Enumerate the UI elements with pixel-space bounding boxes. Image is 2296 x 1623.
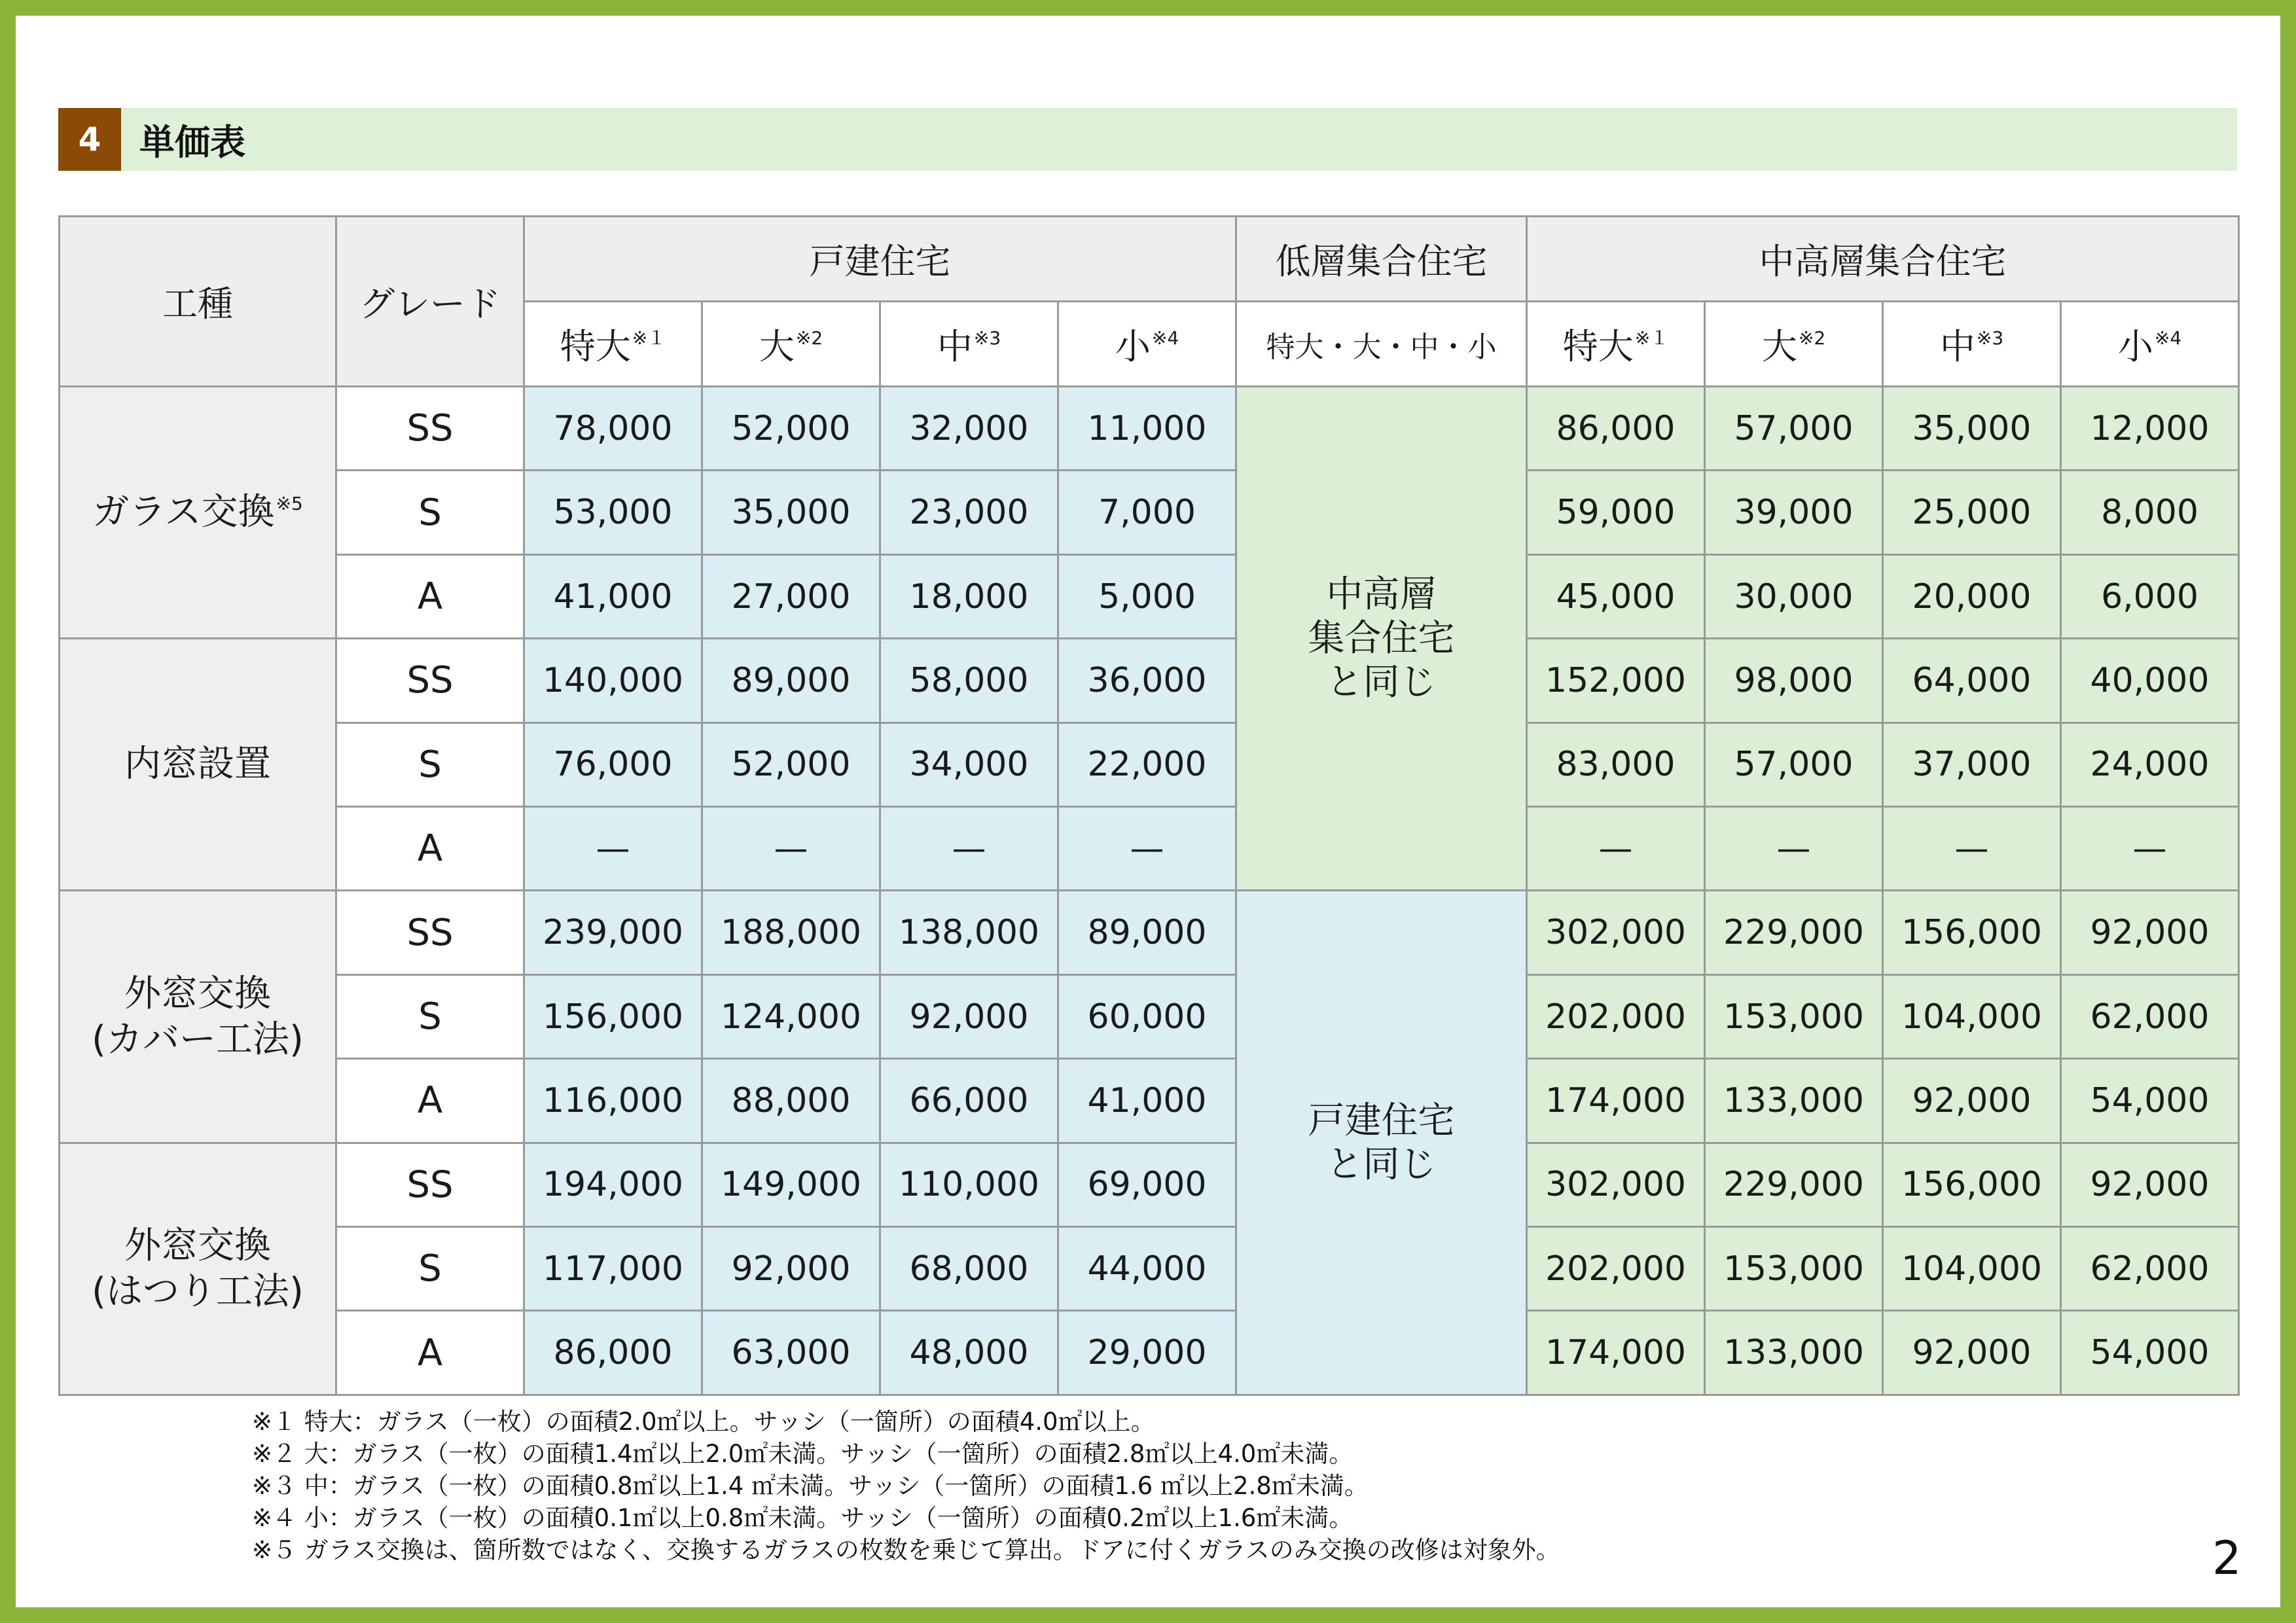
size-label: 大: [759, 326, 795, 367]
detached-price-cell: 89,000: [1058, 891, 1236, 974]
footnote-ref: ※3: [1976, 327, 2004, 349]
low-rise-all-sizes: 特大・大・中・小: [1236, 302, 1527, 387]
detached-price-cell: 52,000: [702, 722, 880, 806]
detached-price-cell: 7,000: [1058, 471, 1236, 554]
work-type-name: (はつり工法): [92, 1270, 304, 1313]
detached-price-cell: 194,000: [524, 1143, 702, 1226]
grade-cell: A: [336, 807, 524, 891]
work-type-cell: [60, 1143, 336, 1395]
mid-rise-price-cell: 202,000: [1527, 974, 1705, 1058]
detached-price-cell: 88,000: [702, 1059, 880, 1143]
work-type-name: 外窓交換: [124, 972, 271, 1015]
mid-rise-price-cell: —: [2061, 807, 2239, 891]
mid-rise-price-cell: 6,000: [2061, 554, 2239, 638]
mid-rise-size-2: [1705, 302, 1883, 387]
grade-cell: S: [336, 722, 524, 806]
detached-price-cell: 11,000: [1058, 387, 1236, 471]
size-label: 中: [1939, 326, 1975, 367]
mid-rise-price-cell: 156,000: [1883, 1143, 2061, 1226]
detached-price-cell: 63,000: [702, 1311, 880, 1395]
table-body: [60, 387, 2239, 1395]
detached-price-cell: 5,000: [1058, 554, 1236, 638]
section-title: 単価表: [139, 121, 245, 163]
low-rise-same-as-mid-rise: [1236, 387, 1527, 891]
mid-rise-price-cell: 92,000: [1883, 1311, 2061, 1395]
detached-price-cell: 52,000: [702, 387, 880, 471]
mid-rise-price-cell: 39,000: [1705, 471, 1883, 554]
footnote-ref: ※１: [632, 327, 666, 349]
footnote-line: ※２ 大：ガラス（一枚）の面積1.4㎡以上2.0㎡未満。サッシ（一箇所）の面積2.8㎡以上4.0㎡未満。: [252, 1440, 1354, 1468]
mid-rise-price-cell: 57,000: [1705, 387, 1883, 471]
table-row: [60, 722, 2239, 806]
mid-rise-price-cell: 174,000: [1527, 1059, 1705, 1143]
mid-rise-price-cell: 302,000: [1527, 1143, 1705, 1226]
detached-price-cell: 41,000: [524, 554, 702, 638]
header-detached-house: 戸建住宅: [524, 217, 1236, 302]
mid-rise-price-cell: 37,000: [1883, 722, 2061, 806]
footnote-line: ※４ 小：ガラス（一枚）の面積0.1㎡以上0.8㎡未満。サッシ（一箇所）の面積0.2㎡以上1.6㎡未満。: [252, 1504, 1354, 1532]
merged-note-line: と同じ: [1326, 661, 1437, 704]
detached-price-cell: 41,000: [1058, 1059, 1236, 1143]
detached-price-cell: 140,000: [524, 639, 702, 722]
low-rise-same-as-detached: [1236, 891, 1527, 1395]
mid-rise-price-cell: 153,000: [1705, 1227, 1883, 1311]
mid-rise-price-cell: 92,000: [1883, 1059, 2061, 1143]
footnote-ref: ※5: [276, 493, 303, 515]
mid-rise-price-cell: 92,000: [2061, 891, 2239, 974]
grade-cell: S: [336, 974, 524, 1058]
detached-price-cell: 92,000: [880, 974, 1058, 1058]
size-label: 小: [2117, 326, 2153, 367]
work-type-cell: [60, 387, 336, 639]
table-row: [60, 974, 2239, 1058]
footnote-ref: ※3: [973, 327, 1001, 349]
detached-price-cell: 124,000: [702, 974, 880, 1058]
merged-note-line: 中高層: [1326, 573, 1437, 616]
mid-rise-size-4: [2061, 302, 2239, 387]
detached-price-cell: 27,000: [702, 554, 880, 638]
mid-rise-price-cell: 133,000: [1705, 1059, 1883, 1143]
table-row: [60, 891, 2239, 974]
footnote-ref: ※2: [795, 327, 823, 349]
footnote-ref: ※2: [1798, 327, 1826, 349]
mid-rise-price-cell: 57,000: [1705, 722, 1883, 806]
detached-price-cell: —: [524, 807, 702, 891]
detached-size-1: [524, 302, 702, 387]
footnote-ref: ※4: [2154, 327, 2182, 349]
grade-cell: A: [336, 554, 524, 638]
mid-rise-price-cell: 104,000: [1883, 974, 2061, 1058]
detached-price-cell: 35,000: [702, 471, 880, 554]
mid-rise-price-cell: 83,000: [1527, 722, 1705, 806]
size-label: 中: [937, 326, 973, 367]
mid-rise-price-cell: 302,000: [1527, 891, 1705, 974]
detached-price-cell: —: [1058, 807, 1236, 891]
detached-price-cell: 86,000: [524, 1311, 702, 1395]
size-label: 特大: [1562, 326, 1634, 367]
grade-cell: SS: [336, 891, 524, 974]
detached-price-cell: —: [880, 807, 1058, 891]
mid-rise-price-cell: 92,000: [2061, 1143, 2239, 1226]
detached-price-cell: 239,000: [524, 891, 702, 974]
detached-price-cell: 188,000: [702, 891, 880, 974]
mid-rise-price-cell: 202,000: [1527, 1227, 1705, 1311]
grade-cell: S: [336, 471, 524, 554]
mid-rise-price-cell: 62,000: [2061, 1227, 2239, 1311]
size-label: 特大: [560, 326, 631, 367]
mid-rise-price-cell: 64,000: [1883, 639, 2061, 722]
section-number: 4: [58, 108, 121, 171]
mid-rise-price-cell: 20,000: [1883, 554, 2061, 638]
detached-price-cell: 138,000: [880, 891, 1058, 974]
detached-price-cell: 58,000: [880, 639, 1058, 722]
table-row: [60, 471, 2239, 554]
grade-cell: A: [336, 1059, 524, 1143]
work-type-name: 内窓設置: [124, 743, 271, 786]
mid-rise-price-cell: 54,000: [2061, 1311, 2239, 1395]
grade-cell: SS: [336, 1143, 524, 1226]
mid-rise-price-cell: 174,000: [1527, 1311, 1705, 1395]
section-header: [58, 108, 2237, 171]
footnote-ref: ※4: [1151, 327, 1179, 349]
work-type-cell: [60, 639, 336, 891]
merged-note-line: と同じ: [1326, 1143, 1437, 1186]
table-header: [60, 217, 2239, 387]
detached-price-cell: 156,000: [524, 974, 702, 1058]
detached-price-cell: 66,000: [880, 1059, 1058, 1143]
mid-rise-price-cell: 98,000: [1705, 639, 1883, 722]
detached-price-cell: 76,000: [524, 722, 702, 806]
mid-rise-price-cell: 59,000: [1527, 471, 1705, 554]
mid-rise-price-cell: 35,000: [1883, 387, 2061, 471]
mid-rise-size-3: [1883, 302, 2061, 387]
footnotes: [252, 1406, 1560, 1566]
detached-price-cell: 53,000: [524, 471, 702, 554]
footnote-line: ※３ 中：ガラス（一枚）の面積0.8㎡以上1.4 ㎡未満。サッシ（一箇所）の面積1.6 ㎡以上2.8㎡未満。: [252, 1472, 1369, 1500]
detached-price-cell: 18,000: [880, 554, 1058, 638]
mid-rise-price-cell: —: [1705, 807, 1883, 891]
header-mid-high-rise: 中高層集合住宅: [1527, 217, 2239, 302]
header-grade: グレード: [336, 217, 524, 387]
page-number: 2: [2212, 1531, 2242, 1585]
mid-rise-price-cell: 45,000: [1527, 554, 1705, 638]
detached-price-cell: 44,000: [1058, 1227, 1236, 1311]
table-row: [60, 639, 2239, 722]
detached-size-3: [880, 302, 1058, 387]
header-low-rise: 低層集合住宅: [1236, 217, 1527, 302]
detached-price-cell: 48,000: [880, 1311, 1058, 1395]
mid-rise-price-cell: 54,000: [2061, 1059, 2239, 1143]
mid-rise-price-cell: 229,000: [1705, 891, 1883, 974]
table-row: [60, 1311, 2239, 1395]
mid-rise-price-cell: 229,000: [1705, 1143, 1883, 1226]
mid-rise-price-cell: —: [1527, 807, 1705, 891]
detached-price-cell: 60,000: [1058, 974, 1236, 1058]
footnote-line: ※１ 特大：ガラス（一枚）の面積2.0㎡以上。サッシ（一箇所）の面積4.0㎡以上。: [252, 1408, 1155, 1436]
detached-size-4: [1058, 302, 1236, 387]
mid-rise-price-cell: —: [1883, 807, 2061, 891]
detached-price-cell: 89,000: [702, 639, 880, 722]
mid-rise-price-cell: 86,000: [1527, 387, 1705, 471]
detached-price-cell: 22,000: [1058, 722, 1236, 806]
mid-rise-size-1: [1527, 302, 1705, 387]
merged-note-line: 戸建住宅: [1308, 1099, 1455, 1143]
detached-price-cell: 117,000: [524, 1227, 702, 1311]
detached-price-cell: 92,000: [702, 1227, 880, 1311]
merged-note-line: 集合住宅: [1308, 617, 1455, 660]
table-row: [60, 1227, 2239, 1311]
grade-cell: A: [336, 1311, 524, 1395]
detached-size-2: [702, 302, 880, 387]
mid-rise-price-cell: 133,000: [1705, 1311, 1883, 1395]
detached-price-cell: 110,000: [880, 1143, 1058, 1226]
size-label: 小: [1115, 326, 1151, 367]
detached-price-cell: 149,000: [702, 1143, 880, 1226]
mid-rise-price-cell: 12,000: [2061, 387, 2239, 471]
mid-rise-price-cell: 156,000: [1883, 891, 2061, 974]
mid-rise-price-cell: 152,000: [1527, 639, 1705, 722]
detached-price-cell: 78,000: [524, 387, 702, 471]
detached-price-cell: 116,000: [524, 1059, 702, 1143]
unit-price-table: [58, 215, 2240, 1396]
work-type-name: ガラス交換: [92, 491, 275, 534]
table-row: [60, 807, 2239, 891]
mid-rise-price-cell: 24,000: [2061, 722, 2239, 806]
footnote-line: ※５ ガラス交換は、箇所数ではなく、交換するガラスの枚数を乗じて算出。ドアに付くガラスのみ交換の改修は対象外。: [252, 1536, 1560, 1564]
work-type-cell: [60, 891, 336, 1143]
table-row: [60, 1143, 2239, 1226]
header-work-type: 工種: [60, 217, 336, 387]
mid-rise-price-cell: 62,000: [2061, 974, 2239, 1058]
mid-rise-price-cell: 153,000: [1705, 974, 1883, 1058]
detached-price-cell: 32,000: [880, 387, 1058, 471]
mid-rise-price-cell: 30,000: [1705, 554, 1883, 638]
detached-price-cell: 23,000: [880, 471, 1058, 554]
footnote-ref: ※１: [1634, 327, 1669, 349]
detached-price-cell: 34,000: [880, 722, 1058, 806]
mid-rise-price-cell: 8,000: [2061, 471, 2239, 554]
detached-price-cell: 68,000: [880, 1227, 1058, 1311]
table-row: [60, 554, 2239, 638]
table-row: [60, 1059, 2239, 1143]
detached-price-cell: 36,000: [1058, 639, 1236, 722]
mid-rise-price-cell: 104,000: [1883, 1227, 2061, 1311]
grade-cell: SS: [336, 639, 524, 722]
detached-price-cell: —: [702, 807, 880, 891]
grade-cell: S: [336, 1227, 524, 1311]
detached-price-cell: 29,000: [1058, 1311, 1236, 1395]
grade-cell: SS: [336, 387, 524, 471]
work-type-name: (カバー工法): [92, 1018, 304, 1061]
size-label: 大: [1761, 326, 1797, 367]
work-type-name: 外窓交換: [124, 1224, 271, 1267]
mid-rise-price-cell: 25,000: [1883, 471, 2061, 554]
detached-price-cell: 69,000: [1058, 1143, 1236, 1226]
mid-rise-price-cell: 40,000: [2061, 639, 2239, 722]
table-row: [60, 387, 2239, 471]
